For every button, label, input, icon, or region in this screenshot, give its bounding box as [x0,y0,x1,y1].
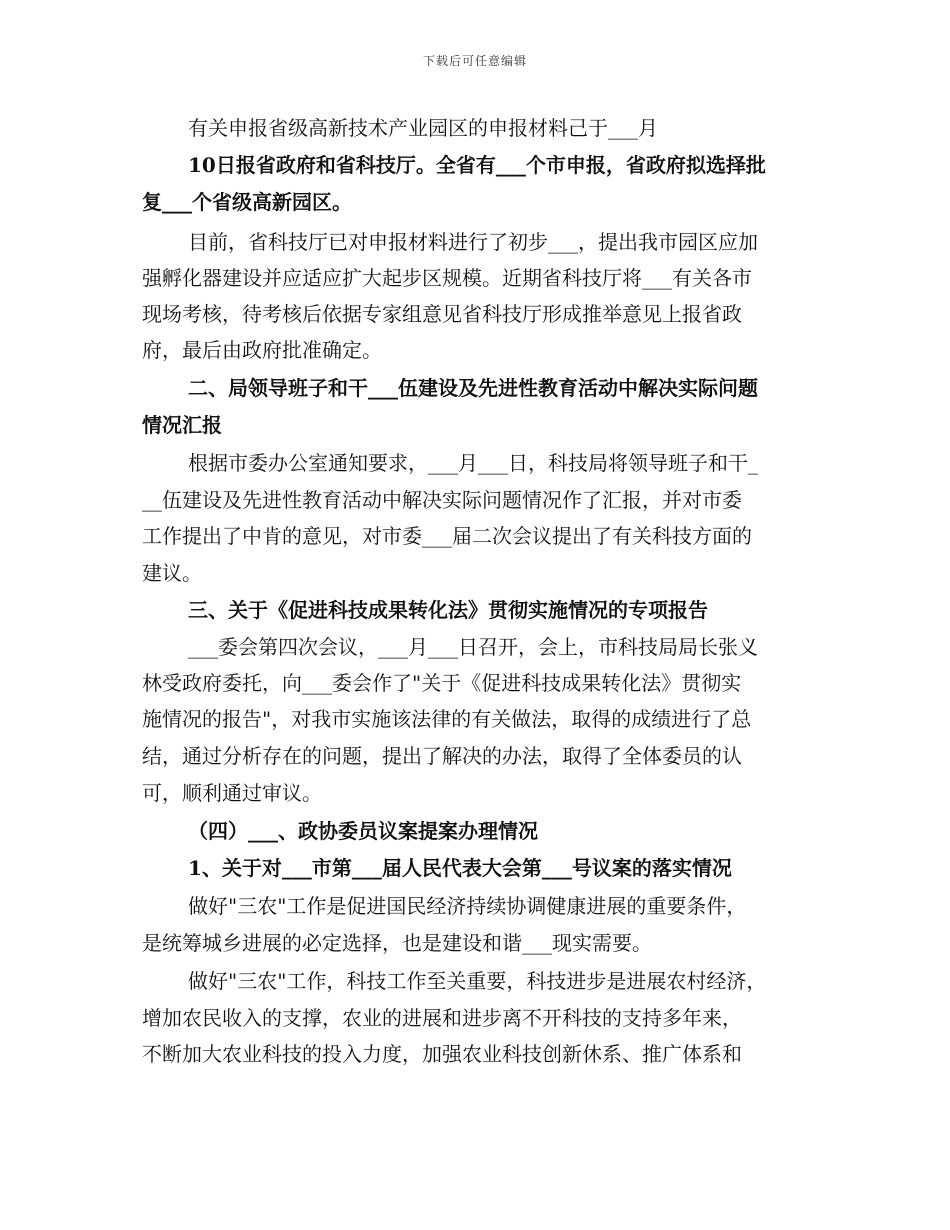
body-line: 建议。 [142,561,202,585]
body-line: 是统筹城乡进展的必定选择，也是建设和谐___现实需要。 [142,931,652,955]
body-line-bold: 复___个省级高新园区。 [142,190,352,214]
section-heading: 三、关于《促进科技成果转化法》贯彻实施情况的专项报告 [188,598,708,622]
body-line: 工作提出了中肯的意见，对市委___届二次会议提出了有关科技方面的 [142,524,752,548]
section-heading: 二、局领导班子和干___伍建设及先进性教育活动中解决实际问题 [188,376,758,400]
body-line: 结，通过分析存在的问题，提出了解决的办法，取得了全体委员的认 [142,744,742,768]
section-heading: 1、关于对___市第___届人民代表大会第___号议案的落实情况 [188,856,732,880]
page-header: 下载后可任意编辑 [422,54,527,68]
body-line: ___委会第四次会议，___月___日召开，会上，市科技局局长张义 [188,635,758,659]
body-line: 有关申报省级高新技术产业园区的申报材料己于___月 [188,116,658,140]
body-line: 林受政府委托，向___委会作了"关于《促进科技成果转化法》贯彻实 [142,671,742,695]
body-line: 府，最后由政府批准确定。 [142,338,382,362]
section-heading: （四）___、政协委员议案提案办理情况 [188,819,538,843]
body-line: 做好"三农"工作，科技工作至关重要，科技进步是进展农村经济， [188,969,767,993]
body-line: 现场考核，待考核后依据专家组意见省科技厅形成推举意见上报省政 [142,302,742,326]
body-line: 增加农民收入的支撑，农业的进展和进步离不开科技的支持多年来， [142,1006,742,1030]
body-line: 强孵化器建设并应适应扩大起步区规模。近期省科技厅将___有关各市 [142,266,752,290]
body-line: __伍建设及先进性教育活动中解决实际问题情况作了汇报，并对市委 [142,488,742,512]
body-line-bold: 10日报省政府和省科技厅。全省有___个市申报，省政府拟选择批 [188,153,766,177]
body-line: 做好"三农"工作是促进国民经济持续协调健康进展的重要条件， [188,894,747,918]
body-line: 不断加大农业科技的投入力度，加强农业科技创新休系、推广体系和 [142,1042,742,1066]
body-line: 目前，省科技厅已对申报材料进行了初步___，提出我市园区应加 [188,230,758,254]
section-heading: 情况汇报 [142,413,222,437]
body-line: 可，顺利通过审议。 [142,781,322,805]
body-line: 根据市委办公室通知要求，___月___日，科技局将领导班子和干_ [188,451,758,475]
body-line: 施情况的报告"，对我市实施该法律的有关做法，取得的成绩进行了总 [142,707,752,731]
